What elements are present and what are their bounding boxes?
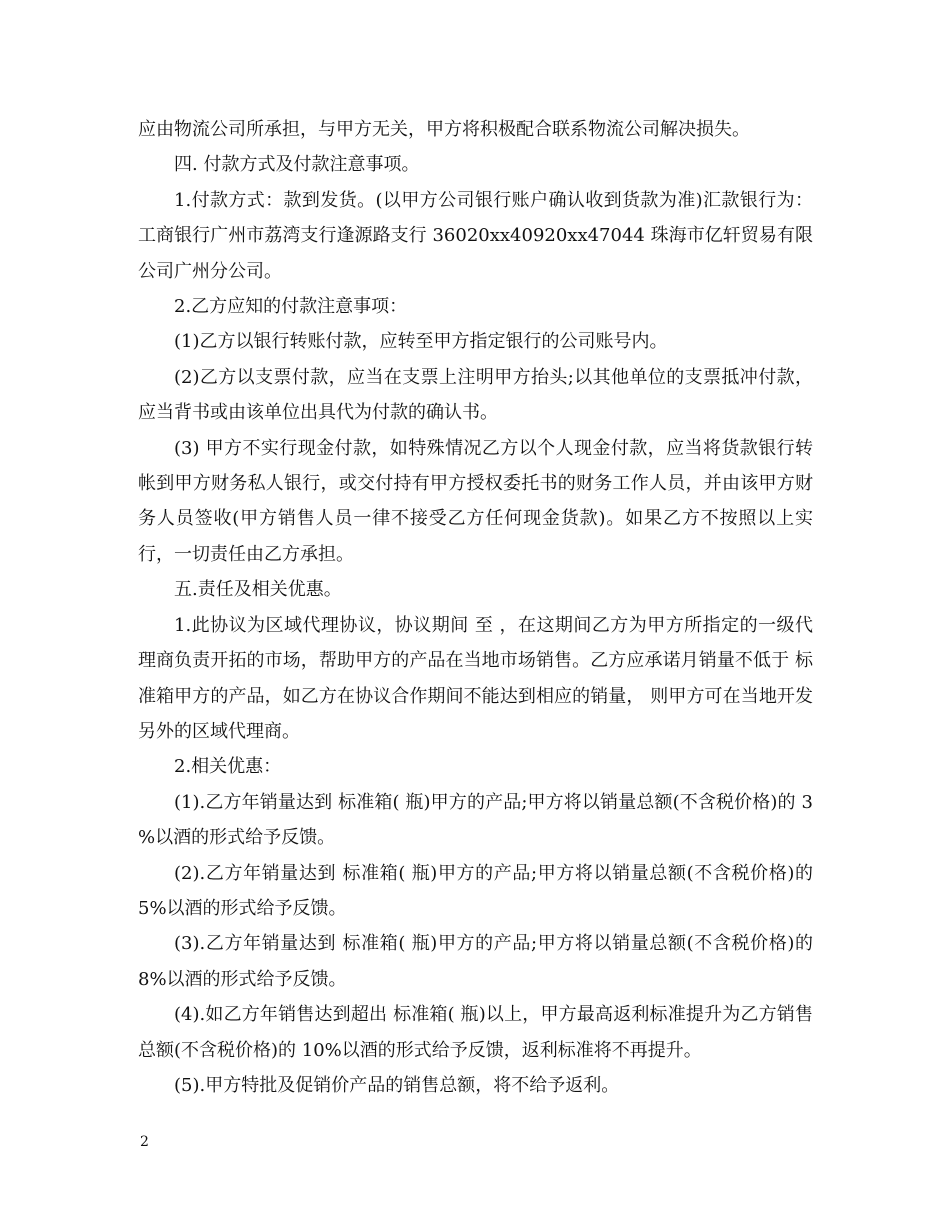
document-body	[138, 112, 813, 1103]
paragraph-1: 应由物流公司所承担，与甲方无关，甲方将积极配合联系物流公司解决损失。	[138, 119, 750, 140]
paragraph-payment-note-2: (2)乙方以支票付款，应当在支票上注明甲方抬头;以其他单位的支票抵冲付款，应当背书或由该单位出具代为付款的确认书。	[138, 366, 813, 424]
section-heading-responsibility: 五.责任及相关优惠。	[174, 579, 342, 601]
paragraph-discount-3: (3).乙方年销量达到 标准箱( 瓶)甲方的产品;甲方将以销量总额(不含税价格)的 8%以酒的形式给予反馈。	[138, 933, 813, 990]
paragraph-agency-agreement: 1.此协议为区域代理协议，协议期间 至 ，在这期间乙方为甲方所指定的一级代理商负责开拓的市场，帮助甲方的产品在当地市场销售。乙方应承诺月销量不低于 标准箱甲方的产品，如乙方在协议合作期间不能达到相应的销量， 则甲方可在当地开发另外的区域代理商。	[138, 614, 813, 742]
paragraph-payment-notes-heading: 2.乙方应知的付款注意事项：	[174, 296, 408, 318]
paragraph-discount-1: (1).乙方年销量达到 标准箱( 瓶)甲方的产品;甲方将以销量总额(不含税价格)的 3 %以酒的形式给予反馈。	[138, 791, 813, 849]
paragraph-payment-method: 1.付款方式：款到发货。(以甲方公司银行账户确认收到货款为准)汇款银行为：工商银行广州市荔湾支行逢源路支行 36020xx40920xx47044 珠海市亿轩贸易有限公司广州分公司。	[138, 189, 813, 282]
paragraph-discount-2: (2).乙方年销量达到 标准箱( 瓶)甲方的产品;甲方将以销量总额(不含税价格)的 5%以酒的形式给予反馈。	[138, 862, 813, 919]
paragraph-discount-4: (4).如乙方年销售达到超出 标准箱( 瓶)以上，甲方最高返利标准提升为乙方销售总额(不含税价格)的 10%以酒的形式给予反馈，返利标准将不再提升。	[138, 1004, 813, 1061]
section-heading-payment: 四. 付款方式及付款注意事项。	[174, 154, 420, 176]
paragraph-payment-note-1: (1)乙方以银行转账付款，应转至甲方指定银行的公司账号内。	[174, 331, 668, 353]
paragraph-discounts-heading: 2.相关优惠：	[174, 756, 282, 778]
page-number: 2	[140, 1134, 149, 1150]
paragraph-payment-note-3: (3) 甲方不实行现金付款，如特殊情况乙方以个人现金付款，应当将货款银行转帐到甲方财务私人银行，或交付持有甲方授权委托书的财务工作人员，并由该甲方财务人员签收(甲方销售人员一律不接受乙方任何现金货款)。如果乙方不按照以上实行，一切责任由乙方承担。	[138, 437, 813, 565]
paragraph-discount-5: (5).甲方特批及促销价产品的销售总额，将不给予返利。	[174, 1074, 620, 1096]
